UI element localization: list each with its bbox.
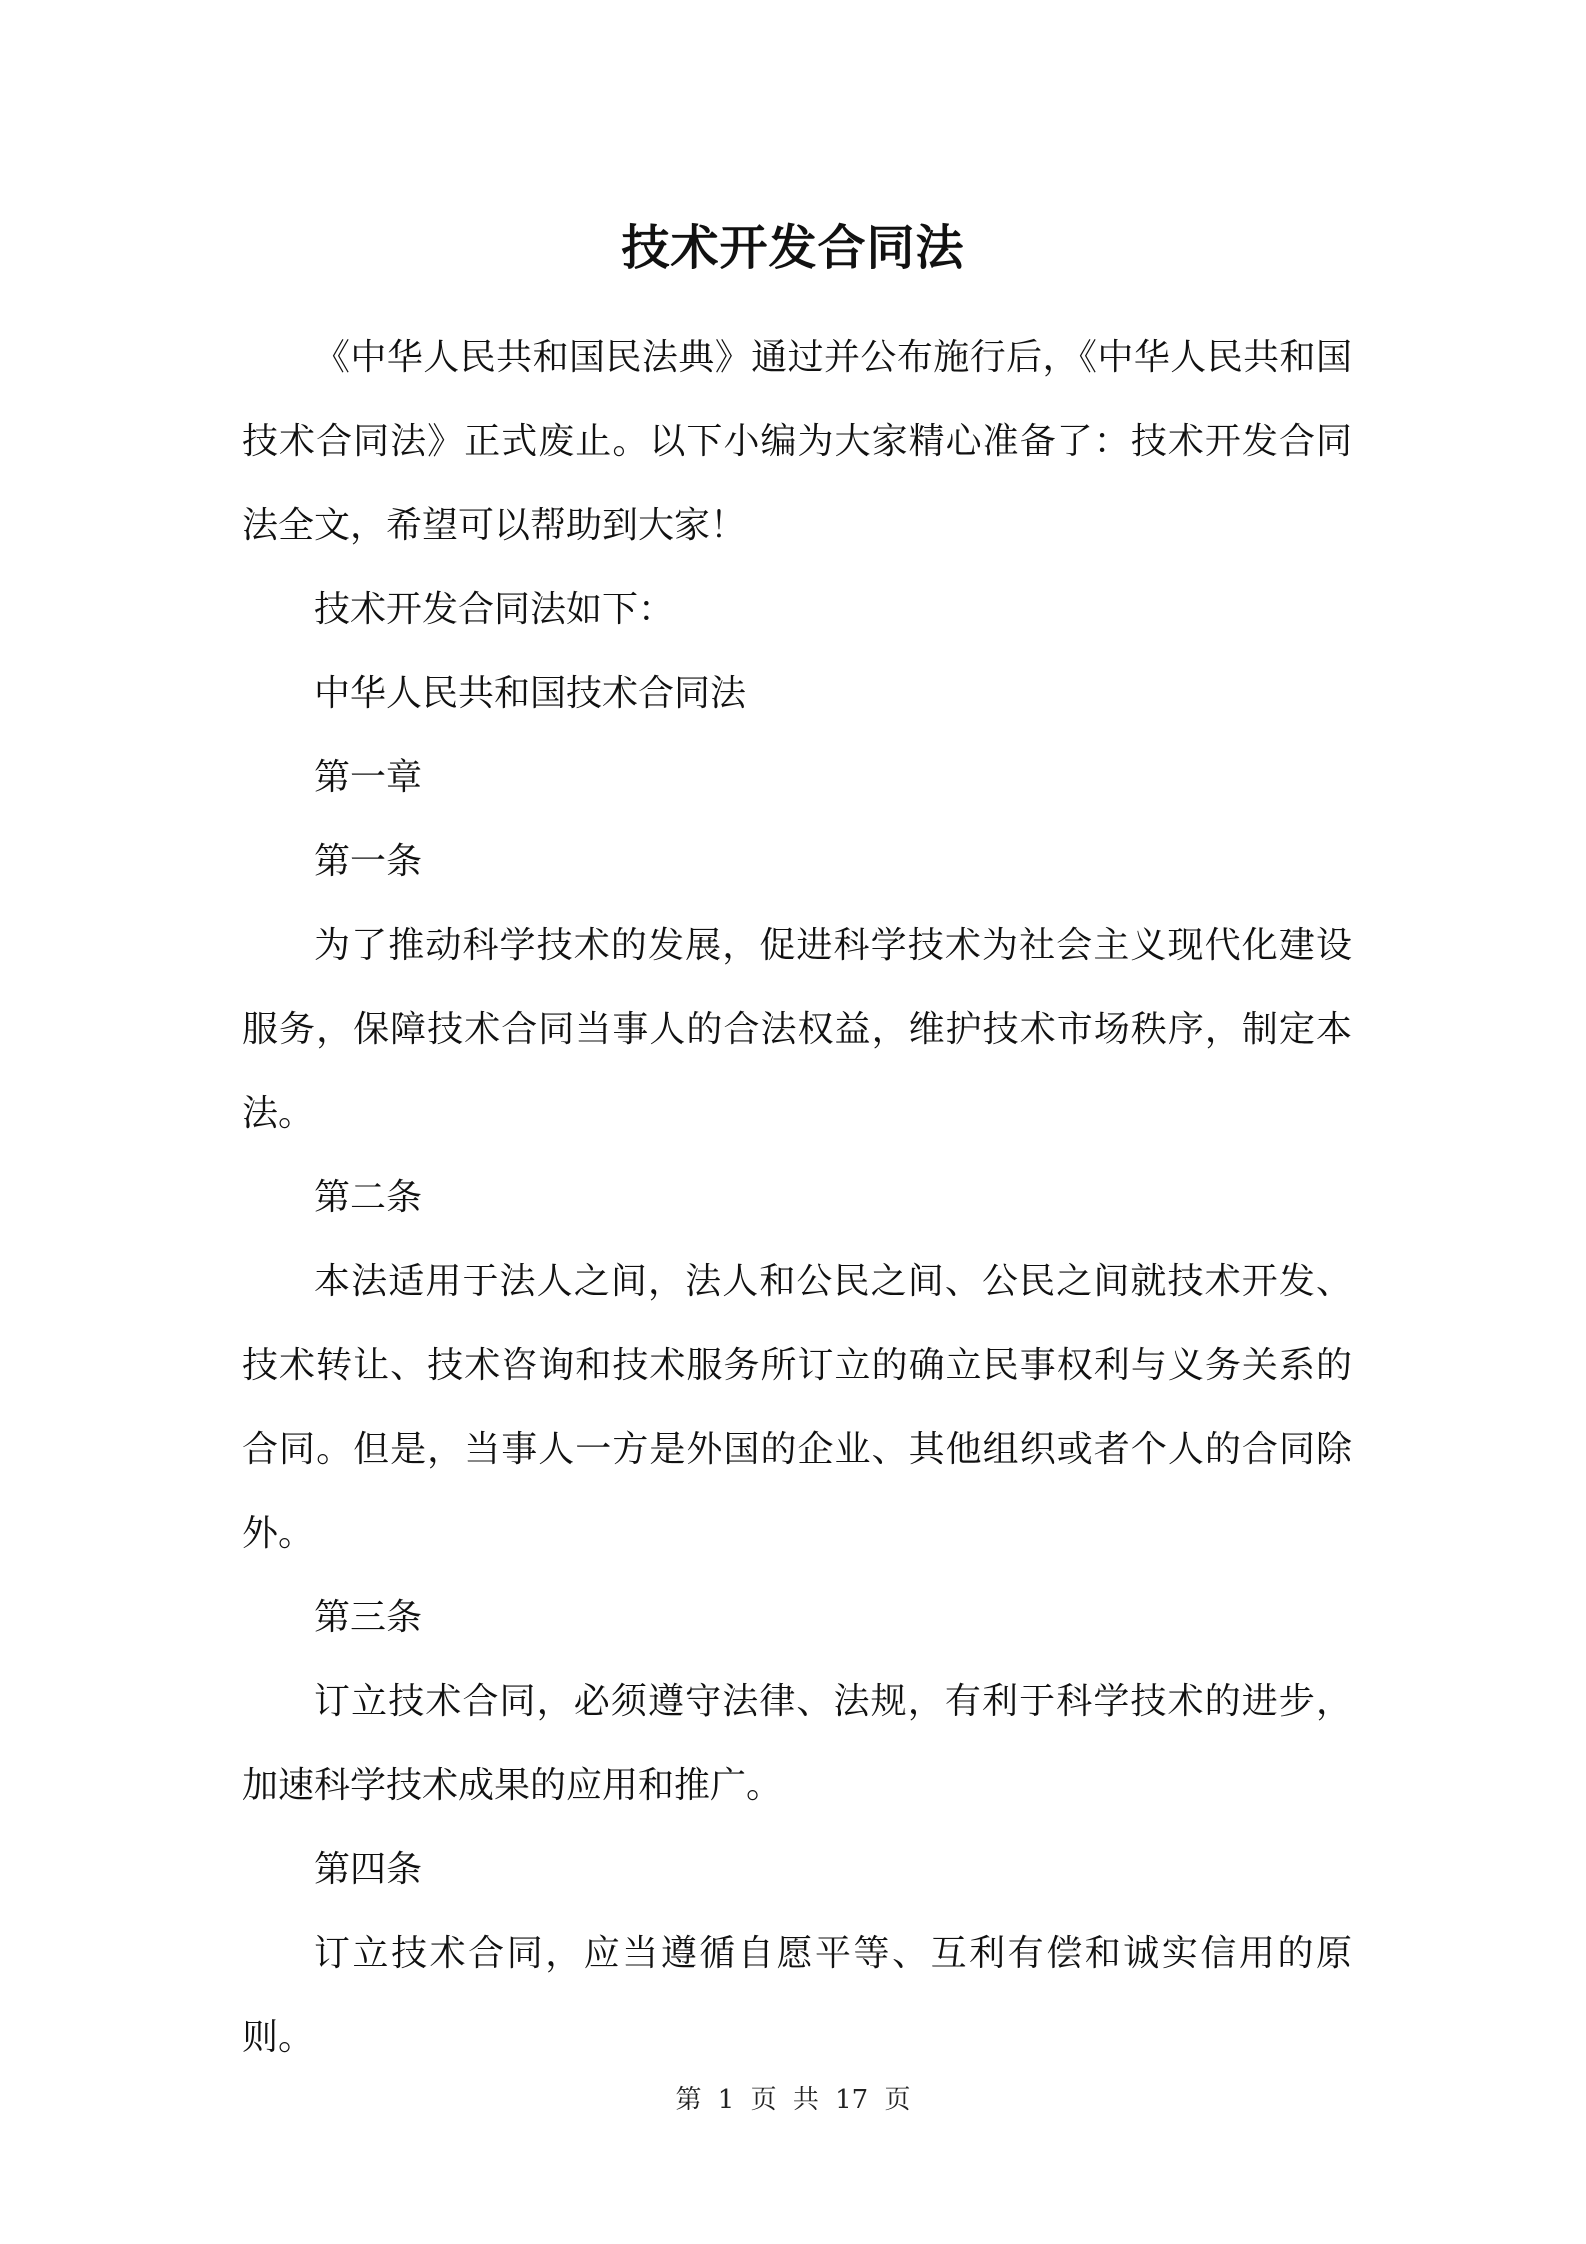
article-text: 订立技术合同，应当遵循自愿平等、互利有偿和诚实信用的原则。: [242, 1933, 1352, 2058]
chapter-heading: 第一章: [314, 757, 423, 798]
article-heading: 第四条: [314, 1849, 423, 1890]
law-name-heading: 中华人民共和国技术合同法: [314, 673, 747, 714]
article-text: 为了推动科学技术的发展，促进科学技术为社会主义现代化建设服务，保障技术合同当事人的合法权益，维护技术市场秩序，制定本法。: [242, 925, 1352, 1134]
document-title: 技术开发合同法: [621, 220, 965, 276]
document-body: [242, 316, 1352, 2080]
page-number-footer: 第 1 页 共 17 页: [675, 2085, 911, 2115]
section-intro-line: 技术开发合同法如下：: [314, 589, 675, 630]
intro-paragraph: 《中华人民共和国民法典》通过并公布施行后，《中华人民共和国技术合同法》正式废止。以下小编为大家精心准备了：技术开发合同法全文，希望可以帮助到大家！: [242, 337, 1352, 546]
article-heading: 第二条: [314, 1177, 423, 1218]
article-text: 本法适用于法人之间，法人和公民之间、公民之间就技术开发、技术转让、技术咨询和技术服务所订立的确立民事权利与义务关系的合同。但是，当事人一方是外国的企业、其他组织或者个人的合同除外。: [242, 1261, 1352, 1554]
article-text: 订立技术合同，必须遵守法律、法规，有利于科学技术的进步，加速科学技术成果的应用和推广。: [242, 1681, 1352, 1806]
article-heading: 第三条: [314, 1597, 423, 1638]
article-heading: 第一条: [314, 841, 423, 882]
